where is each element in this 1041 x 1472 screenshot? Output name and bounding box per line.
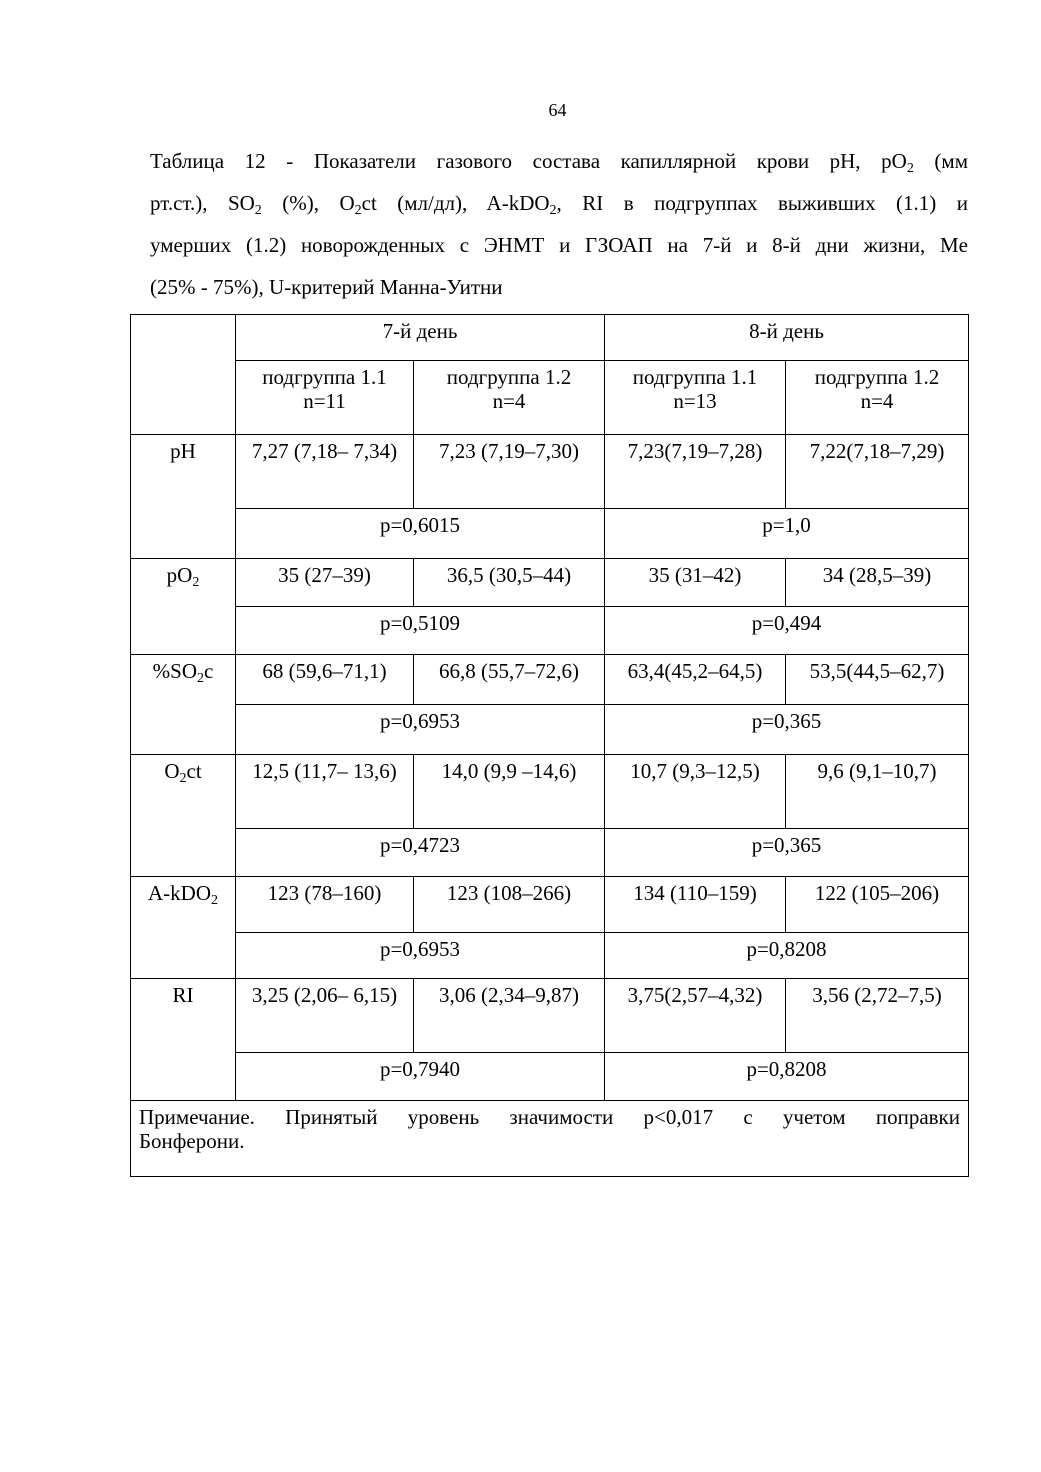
- value-cell: 7,27 (7,18– 7,34): [236, 435, 414, 509]
- header-group-cell: [236, 361, 414, 435]
- p-value-cell: p=0,4723: [236, 829, 605, 877]
- table-row: [131, 755, 969, 829]
- value-cell: 35 (31–42): [605, 559, 786, 607]
- row-label: A-kDO$_2$: [131, 877, 236, 979]
- p-value-row: [131, 829, 969, 877]
- p-value-cell: p=0,365: [605, 705, 969, 755]
- page-number: 64: [548, 100, 567, 120]
- caption-line-3: умерших (1.2) новорожденных с ЭНМТ и ГЗОАП на 7-й и 8-й дни жизни, Me: [150, 233, 968, 257]
- value-cell: 3,56 (2,72–7,5): [786, 979, 969, 1053]
- value-cell: 10,7 (9,3–12,5): [605, 755, 786, 829]
- p-value-cell: p=0,6953: [236, 933, 605, 979]
- table-row: [131, 435, 969, 509]
- p-value-row: [131, 607, 969, 655]
- row-label: pH: [131, 435, 236, 559]
- p-value-cell: p=0,8208: [605, 933, 969, 979]
- header-group-cell: [786, 361, 969, 435]
- group-n: n=11: [303, 389, 346, 413]
- table-note: [131, 1101, 969, 1177]
- header-group-cell: [605, 361, 786, 435]
- value-cell: 3,25 (2,06– 6,15): [236, 979, 414, 1053]
- p-value-row: [131, 705, 969, 755]
- p-value-cell: p=0,6015: [236, 509, 605, 559]
- header-row-days: [131, 315, 969, 361]
- value-cell: 3,06 (2,34–9,87): [414, 979, 605, 1053]
- value-cell: 53,5(44,5–62,7): [786, 655, 969, 705]
- value-cell: 7,22(7,18–7,29): [786, 435, 969, 509]
- value-cell: 12,5 (11,7– 13,6): [236, 755, 414, 829]
- header-group-cell: [414, 361, 605, 435]
- p-value-cell: p=0,7940: [236, 1053, 605, 1101]
- p-value-row: [131, 509, 969, 559]
- value-cell: 123 (108–266): [414, 877, 605, 933]
- row-label: RI: [131, 979, 236, 1101]
- value-cell: 63,4(45,2–64,5): [605, 655, 786, 705]
- value-cell: 134 (110–159): [605, 877, 786, 933]
- p-value-row: [131, 1053, 969, 1101]
- note-line-1: Примечание. Принятый уровень значимости p<0,017 с учетом поправки: [139, 1105, 960, 1129]
- note-line-2: Бонферони.: [139, 1129, 245, 1153]
- caption-line-1: Таблица 12 - Показатели газового состава капиллярной крови pH, $pO_2$ (мм: [150, 149, 968, 176]
- gas-table: [130, 314, 969, 1177]
- value-cell: 35 (27–39): [236, 559, 414, 607]
- table-row: [131, 979, 969, 1053]
- group-name: подгруппа 1.2: [814, 365, 940, 389]
- data-rows: [131, 435, 969, 1101]
- value-cell: 14,0 (9,9 –14,6): [414, 755, 605, 829]
- value-cell: 68 (59,6–71,1): [236, 655, 414, 705]
- caption-line-2: рт.ст.), $SO_2$ (%), $O_2ct$ (мл/дл), A-kDO$_2$, RI в подгруппах выживших (1.1) и: [150, 191, 968, 218]
- table-row: [131, 559, 969, 607]
- p-value-cell: p=0,494: [605, 607, 969, 655]
- p-value-cell: p=0,5109: [236, 607, 605, 655]
- caption-line-4: (25% - 75%), U-критерий Манна-Уитни: [150, 275, 503, 299]
- value-cell: 9,6 (9,1–10,7): [786, 755, 969, 829]
- note-body: [131, 1101, 969, 1177]
- p-value-cell: p=0,8208: [605, 1053, 969, 1101]
- value-cell: 3,75(2,57–4,32): [605, 979, 786, 1053]
- table-body: [131, 315, 969, 435]
- value-cell: 66,8 (55,7–72,6): [414, 655, 605, 705]
- group-n: n=4: [492, 389, 526, 413]
- value-cell: 7,23(7,19–7,28): [605, 435, 786, 509]
- group-n: n=13: [673, 389, 717, 413]
- p-value-row: [131, 933, 969, 979]
- table-row: [131, 877, 969, 933]
- value-cell: 7,23 (7,19–7,30): [414, 435, 605, 509]
- header-day8: 8-й день: [605, 315, 969, 361]
- value-cell: 123 (78–160): [236, 877, 414, 933]
- p-value-cell: p=1,0: [605, 509, 969, 559]
- header-day7: 7-й день: [236, 315, 605, 361]
- group-name: подгруппа 1.1: [262, 365, 387, 389]
- value-cell: 36,5 (30,5–44): [414, 559, 605, 607]
- p-value-cell: p=0,365: [605, 829, 969, 877]
- row-label: $O_2ct$: [131, 755, 236, 877]
- note-row: [131, 1101, 969, 1177]
- p-value-cell: p=0,6953: [236, 705, 605, 755]
- table-row: [131, 655, 969, 705]
- value-cell: 122 (105–206): [786, 877, 969, 933]
- group-name: подгруппа 1.1: [632, 365, 758, 389]
- group-n: n=4: [860, 389, 894, 413]
- table-caption: [150, 140, 968, 308]
- row-label: $\%SO_2c$: [131, 655, 236, 755]
- value-cell: 34 (28,5–39): [786, 559, 969, 607]
- header-row-groups: [131, 361, 969, 435]
- row-label: $pO_2$: [131, 559, 236, 655]
- group-name: подгруппа 1.2: [446, 365, 572, 389]
- header-corner-cell: [131, 315, 236, 435]
